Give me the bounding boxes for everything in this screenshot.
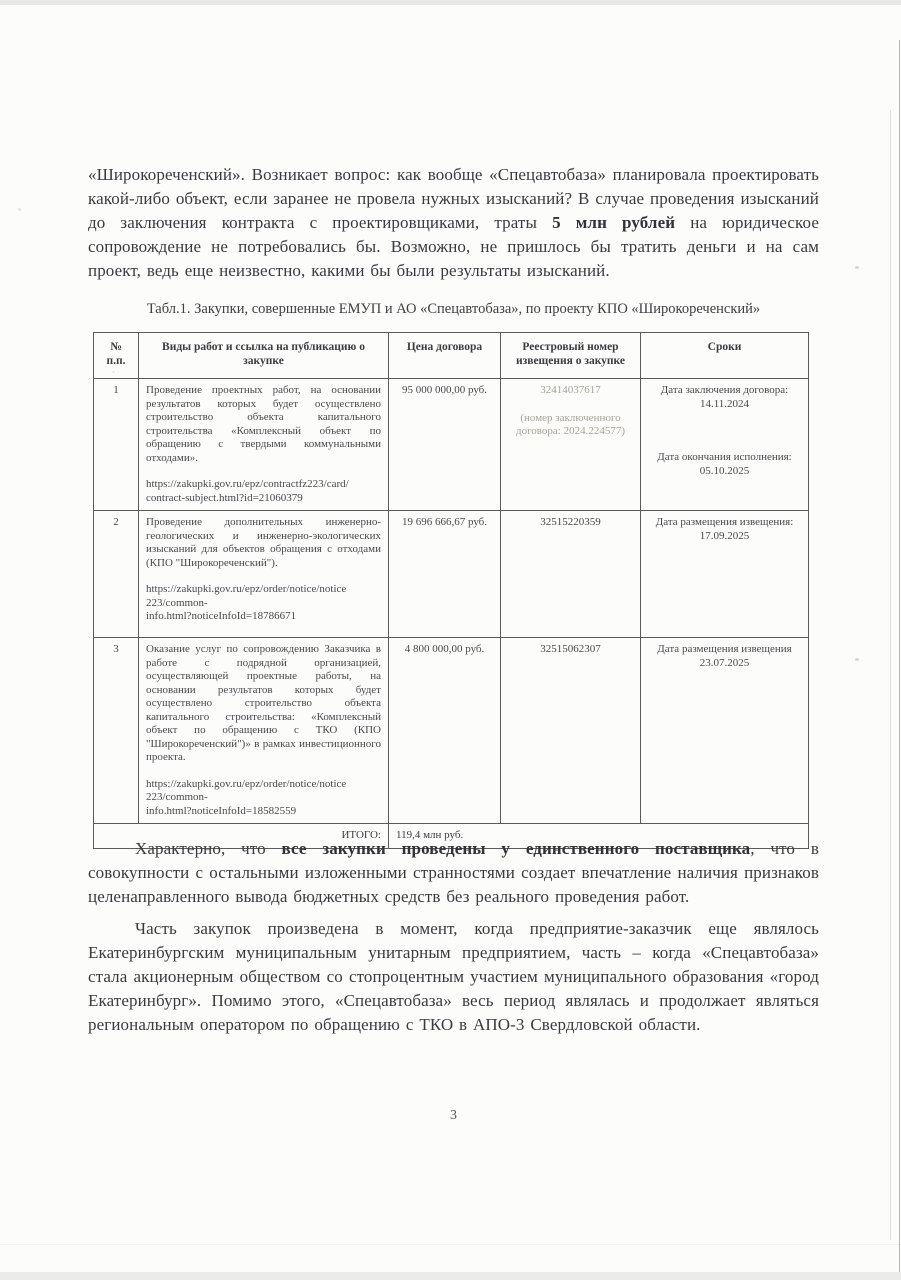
registry-note: (номер заключенного договора: 2024.224577) <box>515 411 626 437</box>
row-number: 2 <box>94 511 139 638</box>
row-number: 3 <box>94 638 139 824</box>
total-label: ИТОГО: <box>94 824 389 849</box>
paragraph-intro-text: на юридическое сопровождение не потребовались бы. Возможно, не пришлось бы тратить деньги и на сам проект, ведь еще неизвестно, какими бы были результаты изысканий. <box>88 213 820 280</box>
work-link-line: https://zakupki.gov.ru/epz/order/notice/notice <box>146 583 347 595</box>
procurement-table <box>93 332 809 849</box>
registry-number-cell <box>501 379 641 511</box>
contract-price: 95 000 000,00 руб. <box>389 379 501 511</box>
paragraph-single-supplier-text: , что в совокупности с остальными изложенными странностями создает впечатление наличия признаков целенаправленного вывода бюджетных средств без реального проведения работ. <box>88 839 819 906</box>
header-registry-number: Реестровый номер извещения о закупке <box>501 333 641 379</box>
terms-cell <box>641 379 809 511</box>
scan-edge-top <box>0 0 901 5</box>
total-value: 119,4 млн руб. <box>389 824 809 849</box>
paragraph-intro-bold: 5 млн рублей <box>552 213 676 232</box>
header-terms: Сроки <box>641 333 809 379</box>
work-description-cell <box>139 511 389 638</box>
work-link-line: https://zakupki.gov.ru/epz/contractfz223/card/ <box>146 478 349 490</box>
table-header-row <box>94 333 809 379</box>
scan-fold-line <box>890 110 891 1240</box>
registry-number: 32414037617 <box>540 384 601 396</box>
table-row <box>94 638 809 824</box>
page-number: 3 <box>450 1108 457 1123</box>
work-link <box>146 778 381 819</box>
work-description: Проведение дополнительных инженерно-геологических и инженерно-экологических изысканий для объектов обращения с отходами (КПО "Широкореченский"). <box>146 516 381 569</box>
scan-fold-line <box>899 40 900 1272</box>
work-link-line: https://zakupki.gov.ru/epz/order/notice/notice <box>146 777 347 790</box>
work-description: Оказание услуг по сопровождению Заказчика в работе с подрядной организацией, осуществляющей проектные работы, на основании результатов которых будет осуществлено строительство объекта капитального строительства: «Комплексный объект по обращению с ТКО (КПО "Широкореченский")» в рамках инвестиционного проекта. <box>146 643 381 763</box>
work-link <box>146 583 381 624</box>
work-description: Проведение проектных работ, на основании результатов которых будет осуществлено строительство объекта капитального строительства «Комплексный объект по обращению с твердыми коммунальными отходами». <box>146 384 381 464</box>
terms-cell <box>641 511 809 638</box>
registry-number: 32515062307 <box>501 638 641 824</box>
scan-artifact-line <box>0 1244 901 1245</box>
date-entry: Дата заключения договора: 14.11.2024 <box>660 384 789 410</box>
table-row <box>94 511 809 638</box>
contract-price: 19 696 666,67 руб. <box>389 511 501 638</box>
header-row-number: № п.п. <box>94 333 139 379</box>
date-entry: Дата окончания исполнения: 05.10.2025 <box>657 451 792 477</box>
paragraph-intro <box>88 163 819 283</box>
scan-speck <box>855 266 859 269</box>
row-number: 1 <box>94 379 139 511</box>
paragraph-single-supplier-text: Характерно, что <box>135 839 282 858</box>
table-caption: Табл.1. Закупки, совершенные ЕМУП и АО «Спецавтобаза», по проекту КПО «Широкореченский» <box>146 301 761 317</box>
scan-speck <box>18 208 21 211</box>
scan-edge-bottom <box>0 1272 901 1280</box>
registry-number: 32515220359 <box>501 511 641 638</box>
contract-price: 4 800 000,00 руб. <box>389 638 501 824</box>
scan-speck <box>855 658 859 661</box>
paragraph-intro-text: «Широкореченский». Возникает вопрос: как вообще «Спецавтобаза» планировала проектировать какой-либо объект, если заранее не провела нужных изысканий? В случае проведения изысканий до заключения контракта с проектировщиками, траты <box>88 165 819 232</box>
work-description-cell <box>139 379 389 511</box>
paragraph-single-supplier <box>88 837 819 909</box>
date-entry: Дата размещения извещения 23.07.2025 <box>657 643 792 669</box>
work-link <box>146 478 381 505</box>
terms-cell <box>641 638 809 824</box>
work-link-line: 223/common- <box>146 791 208 803</box>
work-link-line: 223/common- <box>146 596 208 609</box>
paragraph-single-supplier-bold: все закупки проведены у единственного поставщика <box>281 839 751 858</box>
table-row <box>94 379 809 511</box>
header-contract-price: Цена договора <box>389 333 501 379</box>
work-link-line: info.html?noticeInfoId=18582559 <box>146 804 297 817</box>
header-work-types: Виды работ и ссылка на публикацию о закупке <box>139 333 389 379</box>
date-entry: Дата размещения извещения: 17.09.2025 <box>655 516 794 542</box>
work-link-line: contract-subject.html?id=21060379 <box>146 491 303 504</box>
paragraph-timeline: Часть закупок произведена в момент, когда предприятие-заказчик еще являлось Екатеринбургским муниципальным унитарным предприятием, часть – когда «Спецавтобаза» стала акционерным обществом со стопроцентным участием муниципального образования «город Екатеринбург». Помимо этого, «Спецавтобаза» весь период являлась и продолжает являться региональным оператором по обращению с ТКО в АПО-3 Свердловской области. <box>88 919 819 1034</box>
work-link-line: info.html?noticeInfoId=18786671 <box>146 610 297 622</box>
work-description-cell <box>139 638 389 824</box>
